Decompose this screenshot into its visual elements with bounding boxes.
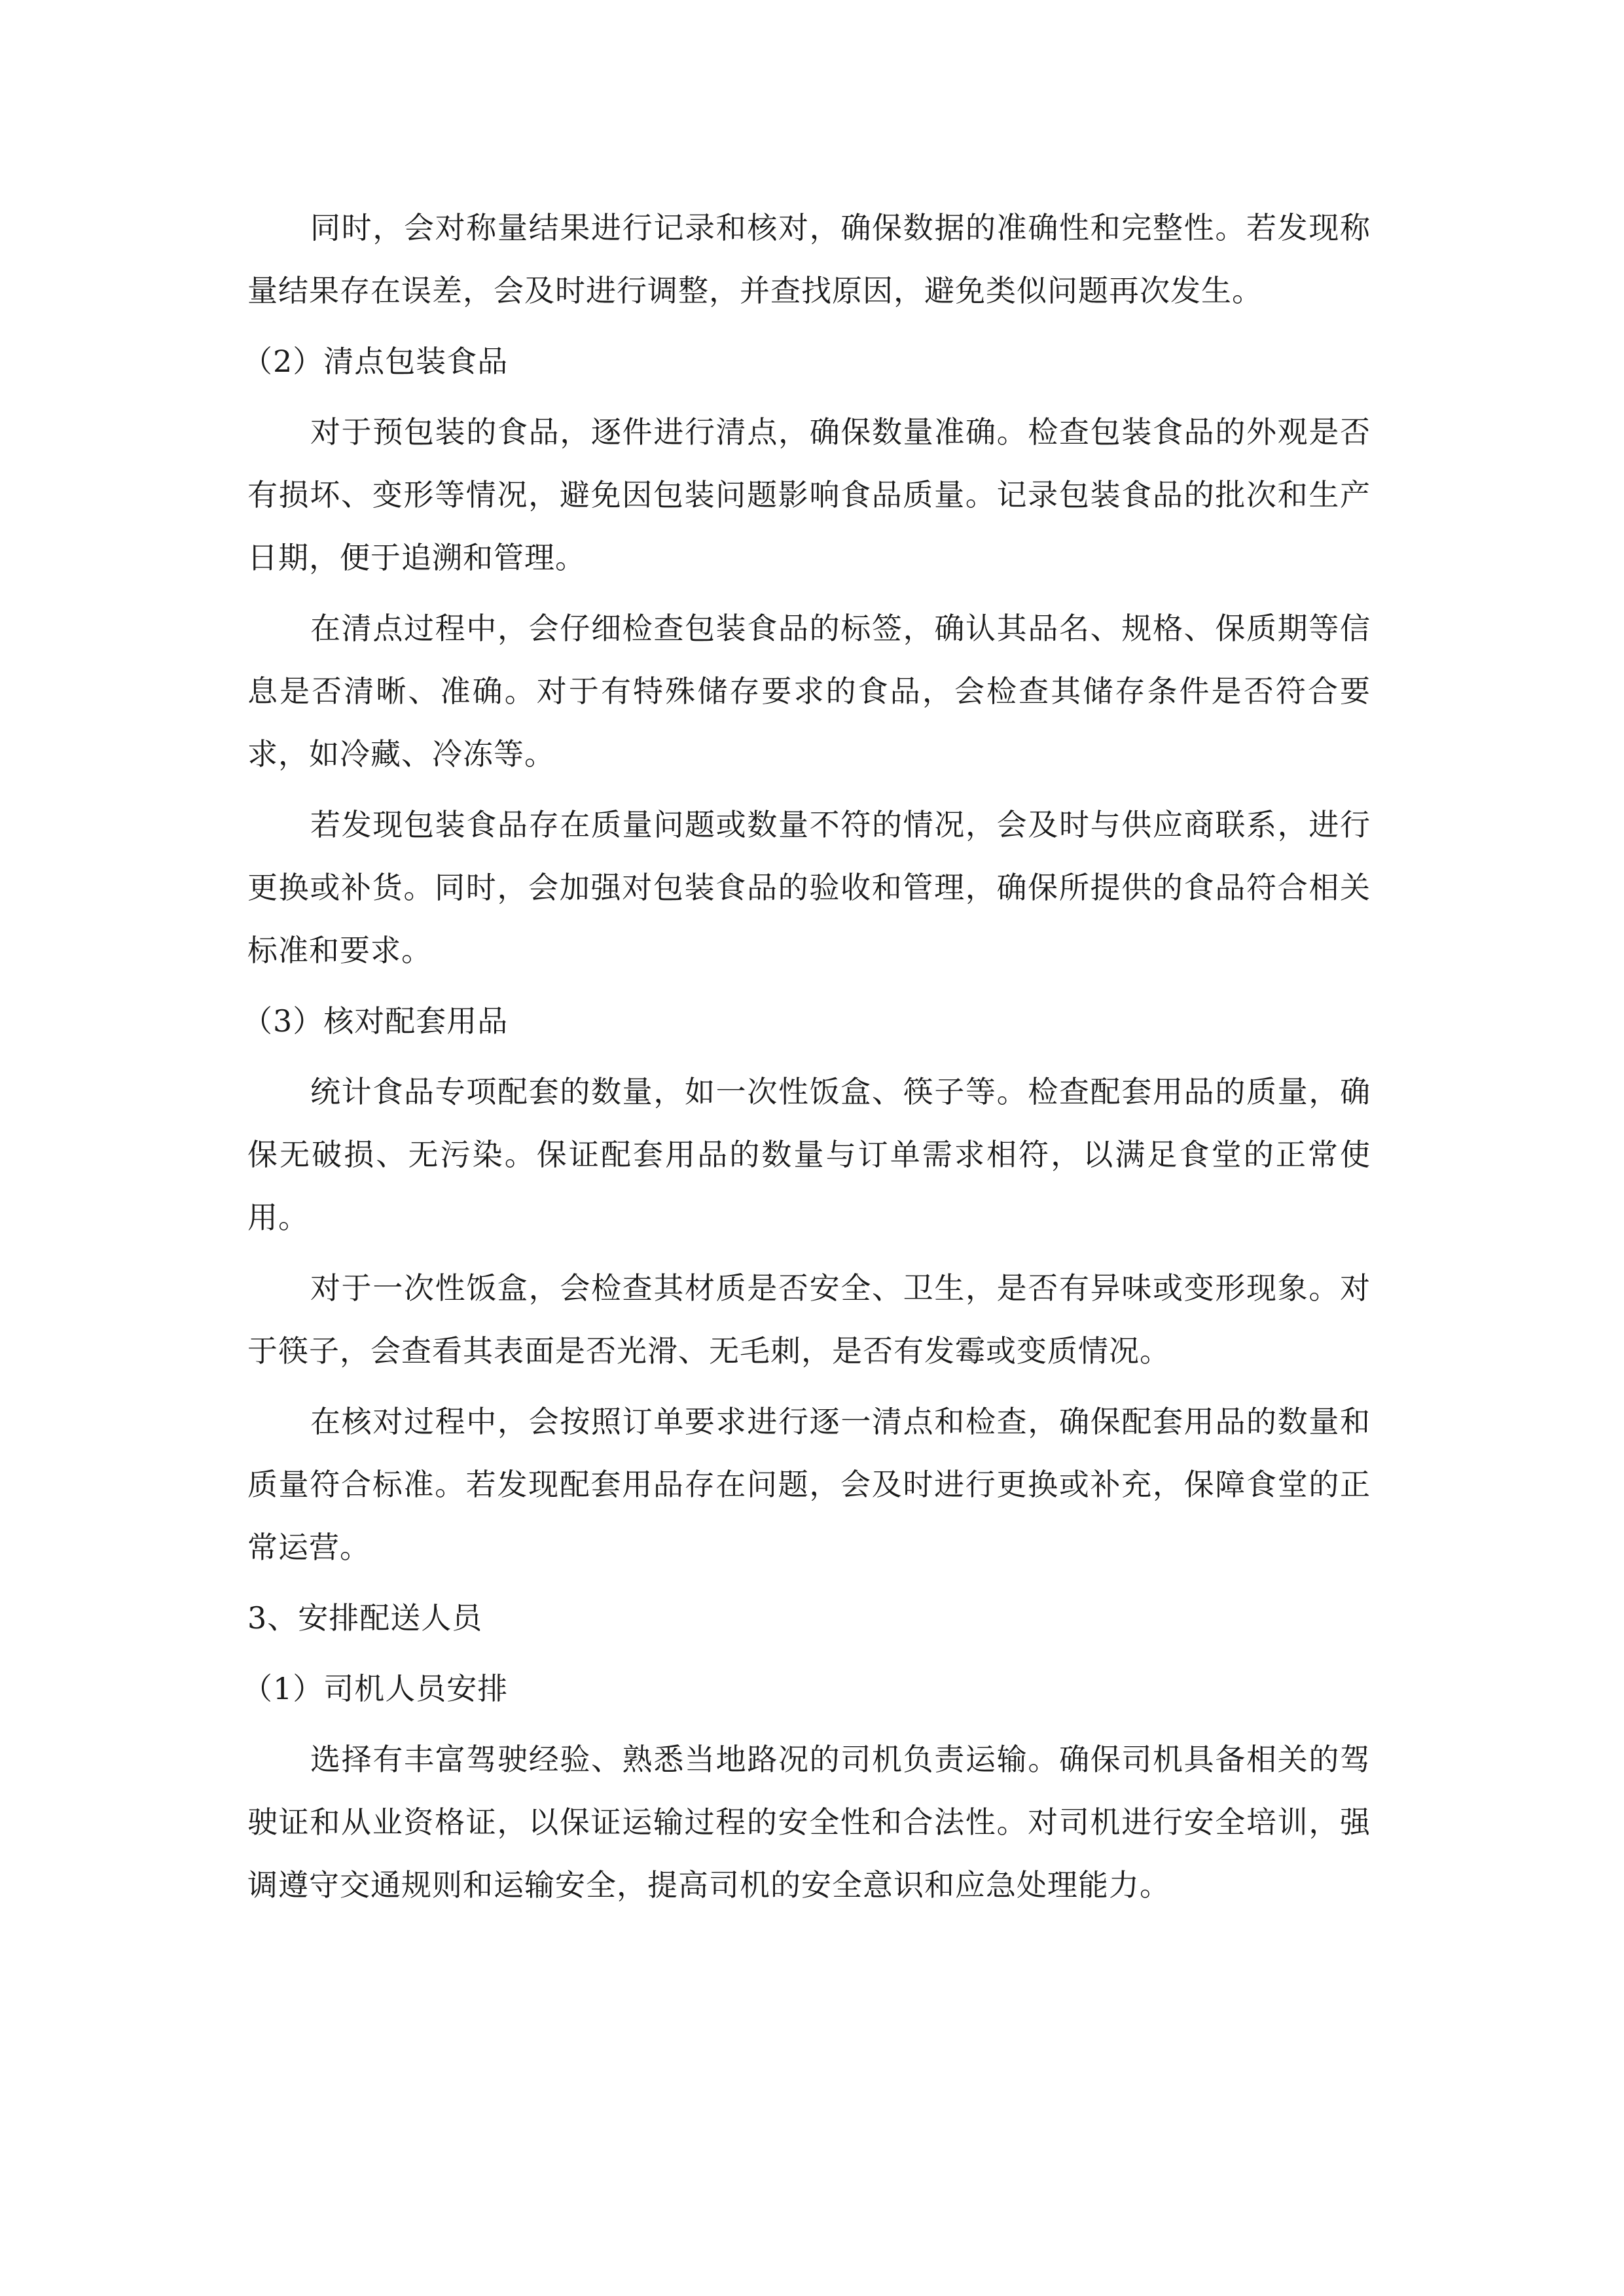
paragraph-lunchbox-chopsticks: 对于一次性饭盒，会检查其材质是否安全、卫生，是否有异味或变形现象。对于筷子，会查看其表面是否光滑、无毛刺，是否有发霉或变质情况。 bbox=[247, 1270, 1371, 1369]
paragraph-verification-process: 在核对过程中，会按照订单要求进行逐一清点和检查，确保配套用品的数量和质量符合标准。若发现配套用品存在问题，会及时进行更换或补充，保障食堂的正常运营。 bbox=[247, 1404, 1371, 1565]
paragraph-supplies-count: 统计食品专项配套的数量，如一次性饭盒、筷子等。检查配套用品的质量，确保无破损、无污染。保证配套用品的数量与订单需求相符，以满足食堂的正常使用。 bbox=[247, 1074, 1371, 1235]
paragraph-weighing-records: 同时，会对称量结果进行记录和核对，确保数据的准确性和完整性。若发现称量结果存在误差，会及时进行调整，并查找原因，避免类似问题再次发生。 bbox=[247, 210, 1371, 308]
paragraph-driver-selection: 选择有丰富驾驶经验、熟悉当地路况的司机负责运输。确保司机具备相关的驾驶证和从业资格证，以保证运输过程的安全性和合法性。对司机进行安全培训，强调遵守交通规则和运输安全，提高司机的安全意识和应急处理能力。 bbox=[247, 1742, 1371, 1903]
subheading-driver-arrangement: （1）司机人员安排 bbox=[242, 1671, 509, 1706]
subheading-verify-supplies: （3）核对配套用品 bbox=[242, 1003, 509, 1039]
paragraph-quality-issues: 若发现包装食品存在质量问题或数量不符的情况，会及时与供应商联系，进行更换或补货。同时，会加强对包装食品的验收和管理，确保所提供的食品符合相关标准和要求。 bbox=[247, 807, 1371, 968]
paragraph-packaged-food-count: 对于预包装的食品，逐件进行清点，确保数量准确。检查包装食品的外观是否有损坏、变形等情况，避免因包装问题影响食品质量。记录包装食品的批次和生产日期，便于追溯和管理。 bbox=[247, 414, 1371, 575]
document-body bbox=[242, 196, 1371, 1924]
paragraph-label-inspection: 在清点过程中，会仔细检查包装食品的标签，确认其品名、规格、保质期等信息是否清晰、准确。对于有特殊储存要求的食品，会检查其储存条件是否符合要求，如冷藏、冷冻等。 bbox=[247, 611, 1371, 772]
subheading-count-packaged-food: （2）清点包装食品 bbox=[242, 344, 509, 379]
section-heading-delivery-staff: 3、安排配送人员 bbox=[247, 1600, 483, 1636]
